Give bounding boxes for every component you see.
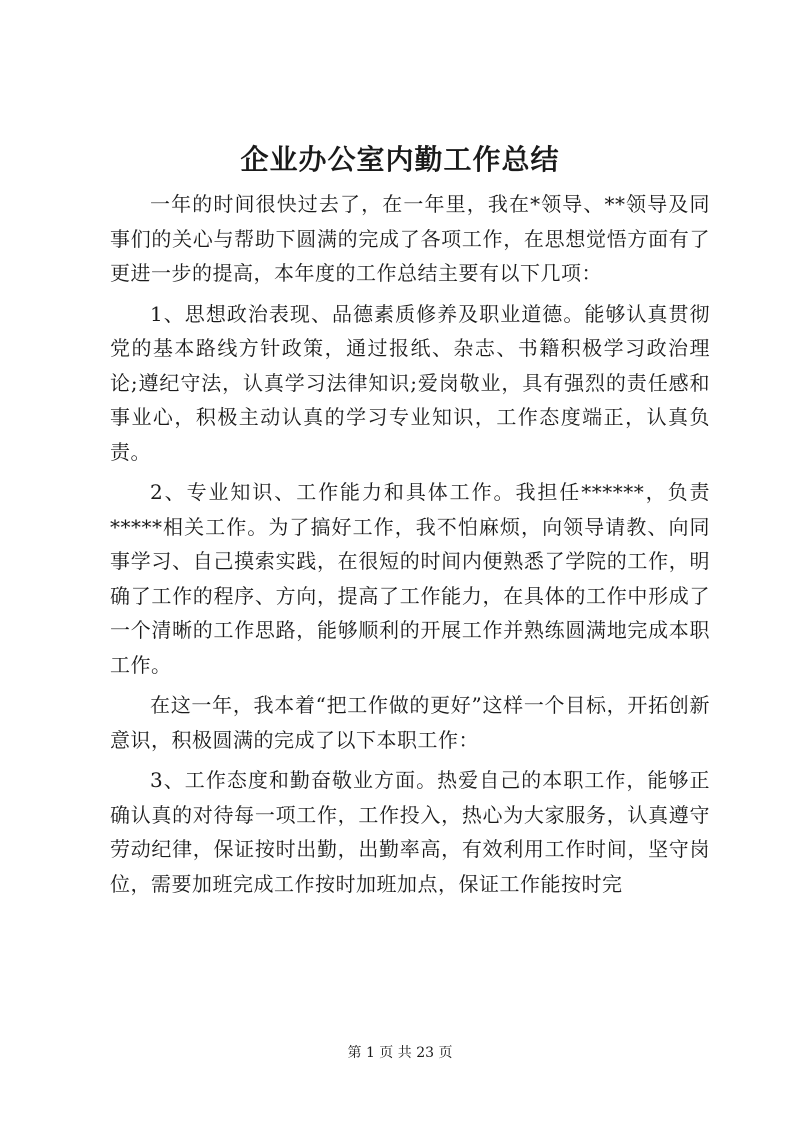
document-title: 企业办公室内勤工作总结 bbox=[240, 143, 560, 176]
paragraph-item-3: 3、工作态度和勤奋敬业方面。热爱自己的本职工作，能够正确认真的对待每一项工作，工作投入，热心为大家服务，认真遵守劳动纪律，保证按时出勤，出勤率高，有效利用工作时间，坚守岗位，需要加班完成工作按时加班加点，保证工作能按时完 bbox=[110, 768, 710, 896]
document-body bbox=[110, 187, 710, 907]
page-footer: 第 1 页 共 23 页 bbox=[347, 1045, 453, 1061]
paragraph-transition: 在这一年，我本着“把工作做的更好”这样一个目标，开拓创新意识，积极圆满的完成了以下本职工作： bbox=[110, 693, 710, 752]
paragraph-item-2: 2、专业知识、工作能力和具体工作。我担任******，负责*****相关工作。为了搞好工作，我不怕麻烦，向领导请教、向同事学习、自己摸索实践，在很短的时间内便熟悉了学院的工作，明确了工作的程序、方向，提高了工作能力，在具体的工作中形成了一个清晰的工作思路，能够顺利的开展工作并熟练圆满地完成本职工作。 bbox=[110, 480, 710, 677]
paragraph-intro: 一年的时间很快过去了，在一年里，我在*领导、**领导及同事们的关心与帮助下圆满的完成了各项工作，在思想觉悟方面有了更进一步的提高，本年度的工作总结主要有以下几项： bbox=[110, 192, 710, 285]
paragraph-item-1: 1、思想政治表现、品德素质修养及职业道德。能够认真贯彻党的基本路线方针政策，通过报纸、杂志、书籍积极学习政治理论;遵纪守法，认真学习法律知识;爱岗敬业，具有强烈的责任感和事业心，积极主动认真的学习专业知识，工作态度端正，认真负责。 bbox=[110, 301, 710, 464]
